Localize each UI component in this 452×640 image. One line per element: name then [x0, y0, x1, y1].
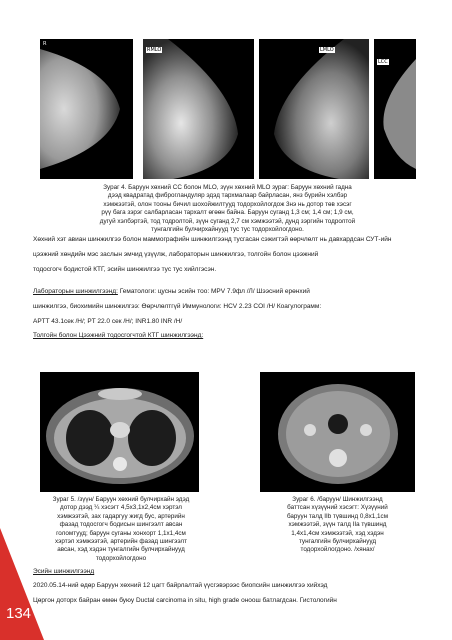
mammogram-left-cc	[374, 39, 416, 179]
chest-ct-scan	[40, 372, 199, 492]
image-tag: LMLO	[320, 47, 334, 53]
figure-5-caption: Зураг 5. /зүүн/ Баруун хөхний булчирхайн эдэд дотор дээд ¼ хэсэгт 4,5х3,1х2,4см хэртэл хэмжээтэй, зах гадаргуу жигд бус, артерийн фазад тодосгогч бодисын шингээлт авсан голомтууд; баруун суганы хонхорт 1,1х1,4см хэртэл хэмжээтэй, артерийн фазад шингээлт авсан, хэд хэдэн тунгалгийн булчирхайнууд тодорхойлогдоно	[52, 496, 190, 562]
ct-chest-image	[40, 372, 199, 492]
breast-silhouette	[40, 39, 133, 179]
page-number: 134	[6, 605, 32, 622]
section-heading: Толгойн болон Цээжний тодосгогчтой КТГ шинжилгээнд:	[33, 332, 204, 339]
image-tag: LCC	[378, 59, 388, 65]
figure-4-caption: Зураг 4. Баруун хөхний CC болон MLO, зүүн хөхний MLO зураг: Баруун хөхний гадна дээд квадратад фиброгландуляр эдэд тархмалаар байрласан, янз бүрийн хэлбэр хэмжээтэй, олон тооны бичил шохойжилтууд тодорхойлогдож 3нэ нь дотор төв хэсэг рүү бага зэрэг салбарласан тархалт өгөөн байна. Баруун суганд 1,3 см; 1,4 см; 1,9 см, дугуй хэлбэртэй, тод тодролтой, зүүн суганд 2,7 см хэмжээтэй, дунд зэргийн тодролтой тунгалгийн булчирхайнууд тус тус тодорхойлогдоно.	[99, 184, 356, 234]
paragraph-1: Хөхний хэт авиан шинжилгээ болон маммографийн шинжилгээнд тусгасан сэжигтэй өөрчлөлт нь давхардсан СУТ-ийн цээжний хөндийн мэс заслын эмчид үзүүлж, лабораторын шинжилгээ, толгойн болон цээжний тодосгогч бодистой КТГ, эсийн шинжилгээ тус тус хийлгэсэн.	[33, 236, 392, 273]
breast-silhouette	[143, 39, 254, 179]
page-corner-decoration	[0, 528, 44, 640]
mammogram-right-cc	[40, 39, 133, 179]
paragraph-lab: Лабораторын шинжилгээнд: Гематологи: цусны эсийн тоо: MPV 7.9фл /Л/ Шээсний ерөнхий шинжилгээ, биохимийн шинжилгээ: Өөрчлөлтгүй Иммунологи: HCV 2.23 COI /H/ Коагулограмм: APTT 43.1сек /H/; PT 22.0 сек /H/; INR1.80 INR /H/ Толгойн болон Цээжний тодосгогчтой КТГ шинжилгээнд:	[33, 288, 425, 340]
neck-ct-scan	[260, 372, 415, 492]
image-tag: RMLO	[147, 47, 162, 53]
figure-6-caption: Зураг 6. /баруун/ Шинжилгээнд баттсан хүзүүний хэсэгт: Хүзүүний баруун талд IIb түвшинд 0,8х1,1см хэмжээтэй, зүүн талд IIa түвшинд 1,4х1,4см хэмжээтэй, хэд хэдэн тунгалгийн булчирхайнууд тодорхойлогдоно. /хянах/	[286, 496, 389, 554]
image-tag: R	[43, 41, 47, 47]
ct-neck-image	[260, 372, 415, 492]
breast-silhouette	[259, 39, 369, 179]
section-heading: Эсийн шинжилгээнд	[33, 568, 95, 575]
mammogram-left-mlo	[259, 39, 369, 179]
cytology-section: Эсийн шинжилгээнд 2020.05.14-ний өдөр Баруун хөхний 12 цагт байрлалтай үүсгэвэрээс биопсийн шинжилгээ хийхэд Цөргон доторх байран өмөн буюу Ductal carcinoma in situ, high grade оноош батлагдсан. Гистологийн	[33, 568, 425, 605]
mammogram-right-mlo	[143, 39, 254, 179]
